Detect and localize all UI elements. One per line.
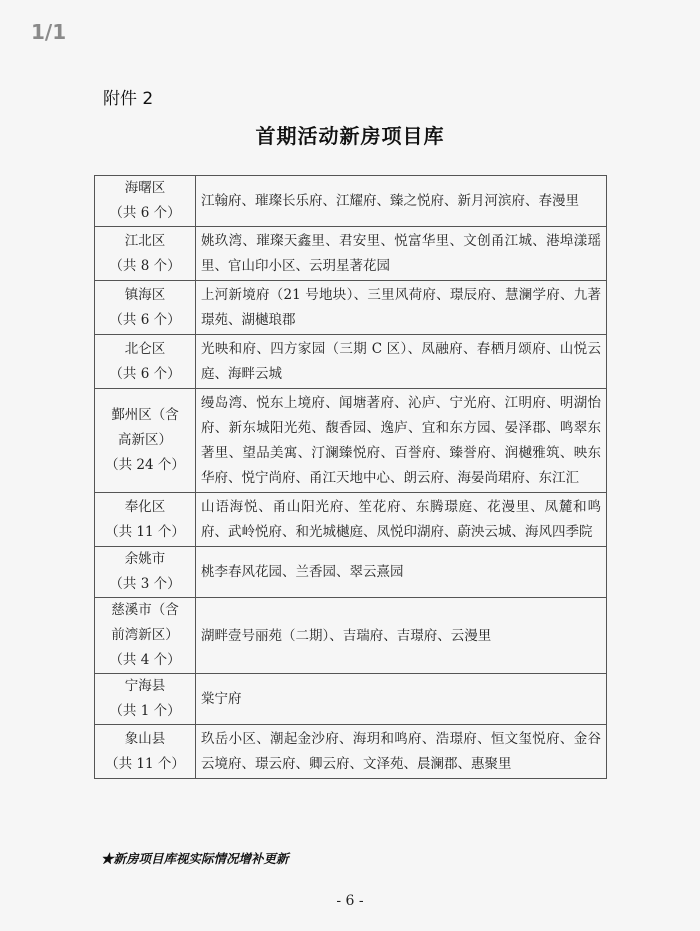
projects-cell: 湖畔壹号丽苑（二期）、吉瑞府、吉璟府、云漫里 <box>196 598 607 674</box>
region-cell <box>95 176 196 227</box>
footnote: ★新房项目库视实际情况增补更新 <box>101 851 289 866</box>
region-label: 奉化区 <box>124 498 166 515</box>
region-cell <box>95 281 196 335</box>
region-cell <box>95 674 196 725</box>
table-row <box>95 598 607 674</box>
region-label: 江北区 <box>124 232 166 249</box>
region-cell <box>95 598 196 674</box>
region-cell <box>95 493 196 547</box>
project-table-body <box>95 176 607 779</box>
projects-cell: 上河新境府（21 号地块）、三里风荷府、璟辰府、慧澜学府、九著璟苑、湖樾琅郡 <box>196 281 607 335</box>
region-label: 高新区） <box>118 432 172 448</box>
region-label: （共 6 个） <box>109 311 181 328</box>
projects-cell: 江翰府、璀璨长乐府、江耀府、臻之悦府、新月河滨府、春漫里 <box>196 176 607 227</box>
region-label: 北仑区 <box>124 340 166 357</box>
projects-cell: 光映和府、四方家园（三期 C 区）、凤融府、春栖月颂府、山悦云庭、海畔云城 <box>196 335 607 389</box>
region-cell <box>95 389 196 493</box>
document-title: 首期活动新房项目库 <box>255 124 445 148</box>
region-label: （共 11 个） <box>105 755 185 772</box>
table-row <box>95 547 607 598</box>
projects-cell: 桃李春风花园、兰香园、翠云熹园 <box>196 547 607 598</box>
region-cell <box>95 335 196 389</box>
projects-cell: 玖岳小区、潮起金沙府、海玥和鸣府、浩璟府、恒文玺悦府、金谷云境府、璟云府、卿云府、文泽苑、晨澜郡、惠聚里 <box>196 725 607 779</box>
region-label: （共 6 个） <box>109 205 181 221</box>
table-row <box>95 281 607 335</box>
region-label: （共 3 个） <box>109 576 181 592</box>
region-label: 前湾新区） <box>111 627 179 643</box>
region-cell <box>95 227 196 281</box>
page-counter: 1/1 <box>31 20 67 44</box>
project-table <box>94 175 607 779</box>
region-cell <box>95 725 196 779</box>
region-cell <box>95 547 196 598</box>
table-row <box>95 176 607 227</box>
region-label: （共 11 个） <box>105 523 185 540</box>
projects-cell: 山语海悦、甬山阳光府、笙花府、东腾璟庭、花漫里、凤麓和鸣府、武岭悦府、和光城樾庭、凤悦印湖府、蔚泱云城、海风四季院 <box>196 493 607 547</box>
table-row <box>95 725 607 779</box>
region-label: 鄞州区（含 <box>111 407 179 423</box>
table-row <box>95 227 607 281</box>
page-number: - 6 - <box>336 893 364 909</box>
region-label: 宁海县 <box>124 678 166 694</box>
region-label: （共 1 个） <box>109 703 181 719</box>
table-row <box>95 674 607 725</box>
projects-cell: 姚玖湾、璀璨天鑫里、君安里、悦富华里、文创甬江城、港埠漾瑶里、官山印小区、云玥星著花园 <box>196 227 607 281</box>
table-row <box>95 493 607 547</box>
region-label: 海曙区 <box>124 180 166 196</box>
region-label: 余姚市 <box>124 551 166 567</box>
region-label: 象山县 <box>124 730 166 747</box>
region-label: 慈溪市（含 <box>111 602 179 618</box>
region-label: （共 6 个） <box>109 365 181 382</box>
region-label: （共 8 个） <box>109 257 181 274</box>
table-row <box>95 389 607 493</box>
attachment-label: 附件 2 <box>103 89 154 109</box>
region-label: 镇海区 <box>124 286 166 303</box>
projects-cell: 缦岛湾、悦东上境府、闻塘著府、沁庐、宁光府、江明府、明湖怡府、新东城阳光苑、馥香园、逸庐、宜和东方园、晏泽郡、鸣翠东著里、望品美寓、汀澜臻悦府、百誉府、臻誉府、润樾雅筑、映东华府、悦宁尚府、甬江天地中心、朗云府、海晏尚珺府、东江汇 <box>196 389 607 493</box>
region-label: （共 24 个） <box>105 457 185 473</box>
table-row <box>95 335 607 389</box>
region-label: （共 4 个） <box>109 652 181 668</box>
projects-cell: 棠宁府 <box>196 674 607 725</box>
